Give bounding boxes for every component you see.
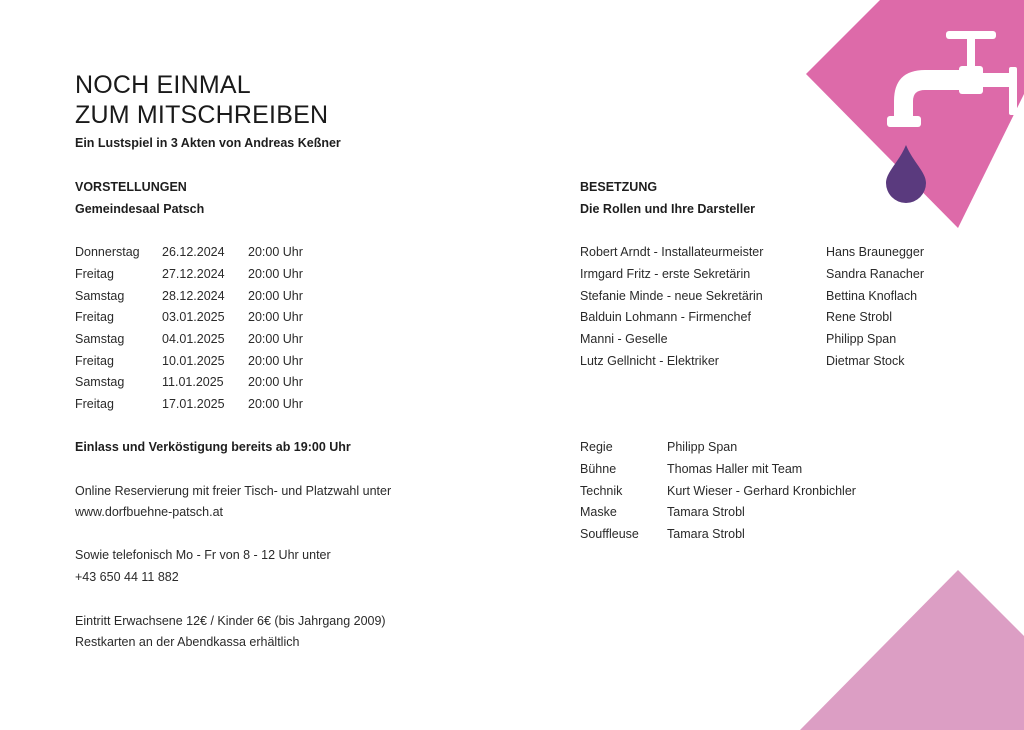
cast-subheading: Die Rollen und Ihre Darsteller <box>580 202 756 216</box>
performance-day: Donnerstag <box>75 245 140 259</box>
title-line-2: ZUM MITSCHREIBEN <box>75 101 329 129</box>
cast-role: Irmgard Fritz - erste Sekretärin <box>580 267 751 281</box>
performance-day: Samstag <box>75 289 125 303</box>
performance-date: 26.12.2024 <box>162 245 225 259</box>
cast-actor: Philipp Span <box>826 332 897 346</box>
title-line-1: NOCH EINMAL <box>75 71 251 99</box>
water-tap-icon <box>887 31 1017 127</box>
performance-day: Freitag <box>75 397 114 411</box>
performance-time: 20:00 Uhr <box>248 332 303 346</box>
performance-date: 04.01.2025 <box>162 332 225 346</box>
performance-date: 10.01.2025 <box>162 354 225 368</box>
performance-day: Freitag <box>75 310 114 324</box>
water-drop-icon <box>886 145 926 203</box>
crew-job: Technik <box>580 484 623 498</box>
crew-name: Kurt Wieser - Gerhard Kronbichler <box>667 484 856 498</box>
performance-day: Freitag <box>75 354 114 368</box>
performance-day: Samstag <box>75 375 125 389</box>
online-reservation-text: Online Reservierung mit freier Tisch- und Platzwahl unter <box>75 484 392 498</box>
crew-job: Souffleuse <box>580 527 639 541</box>
performance-time: 20:00 Uhr <box>248 397 303 411</box>
light-pink-triangle <box>800 570 1024 730</box>
cast-actor: Bettina Knoflach <box>826 289 918 303</box>
crew-job: Bühne <box>580 462 617 476</box>
cast-role: Lutz Gellnicht - Elektriker <box>580 354 719 368</box>
crew-name: Tamara Strobl <box>667 505 745 519</box>
performance-time: 20:00 Uhr <box>248 289 303 303</box>
performance-day: Freitag <box>75 267 114 281</box>
entry-note: Einlass und Verköstigung bereits ab 19:00 Uhr <box>75 440 351 454</box>
pink-diamond <box>806 0 1024 228</box>
performance-time: 20:00 Uhr <box>248 245 303 259</box>
performance-date: 28.12.2024 <box>162 289 225 303</box>
cast-role: Manni - Geselle <box>580 332 668 346</box>
performance-time: 20:00 Uhr <box>248 354 303 368</box>
performance-date: 03.01.2025 <box>162 310 225 324</box>
box-office-text: Restkarten an der Abendkassa erhältlich <box>75 635 300 649</box>
cast-actor: Dietmar Stock <box>826 354 905 368</box>
cast-role: Robert Arndt - Installateurmeister <box>580 245 764 259</box>
website-link[interactable]: www.dorfbuehne-patsch.at <box>75 505 224 519</box>
crew-name: Philipp Span <box>667 440 738 454</box>
phone-reservation-text: Sowie telefonisch Mo - Fr von 8 - 12 Uhr unter <box>75 548 331 562</box>
price-text: Eintritt Erwachsene 12€ / Kinder 6€ (bis Jahrgang 2009) <box>75 614 386 628</box>
play-subtitle: Ein Lustspiel in 3 Akten von Andreas Keßner <box>75 136 341 150</box>
performance-day: Samstag <box>75 332 125 346</box>
crew-name: Thomas Haller mit Team <box>667 462 803 476</box>
cast-actor: Hans Braunegger <box>826 245 924 259</box>
play-title <box>75 70 328 130</box>
performance-date: 17.01.2025 <box>162 397 225 411</box>
cast-role: Balduin Lohmann - Firmenchef <box>580 310 751 324</box>
venue-label: Gemeindesaal Patsch <box>75 202 205 216</box>
performance-time: 20:00 Uhr <box>248 267 303 281</box>
performance-time: 20:00 Uhr <box>248 310 303 324</box>
cast-heading: BESETZUNG <box>580 180 658 194</box>
crew-job: Regie <box>580 440 613 454</box>
phone-number[interactable]: +43 650 44 11 882 <box>75 570 179 584</box>
cast-role: Stefanie Minde - neue Sekretärin <box>580 289 763 303</box>
performances-heading: VORSTELLUNGEN <box>75 180 187 194</box>
performance-date: 11.01.2025 <box>162 375 224 389</box>
performance-time: 20:00 Uhr <box>248 375 303 389</box>
cast-actor: Sandra Ranacher <box>826 267 924 281</box>
cast-actor: Rene Strobl <box>826 310 893 324</box>
crew-job: Maske <box>580 505 617 519</box>
performance-date: 27.12.2024 <box>162 267 225 281</box>
crew-name: Tamara Strobl <box>667 527 745 541</box>
